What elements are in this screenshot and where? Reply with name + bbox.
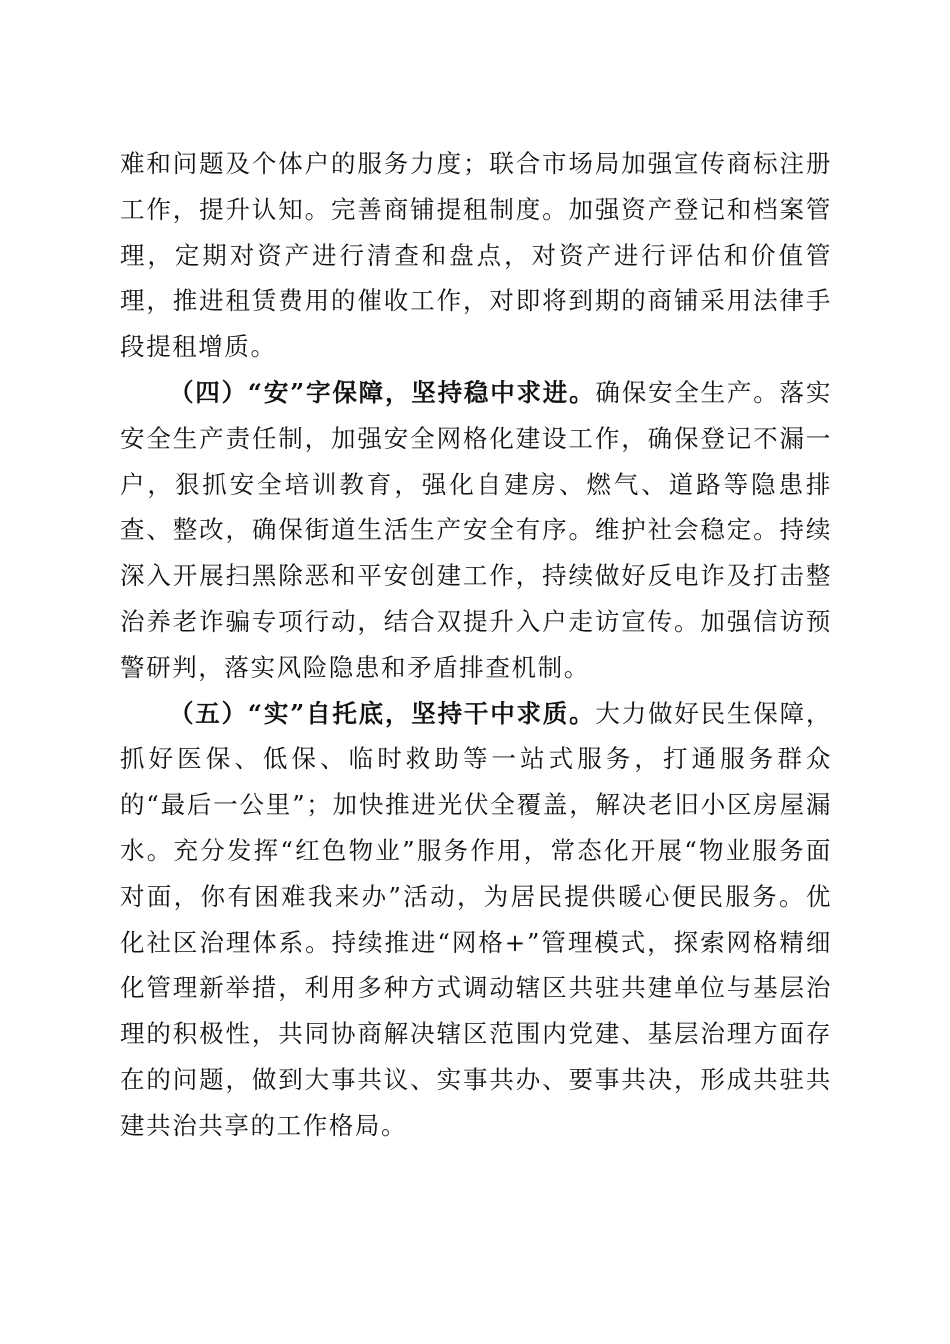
paragraph-text: 难和问题及个体户的服务力度；联合市场局加强宣传商标注册工作，提升认知。完善商铺提租制度。加强资产登记和档案管理，定期对资产进行清查和盘点，对资产进行评估和价值管理，推进租赁费用的催收工作，对即将到期的商铺采用法律手段提租增质。 [120,149,832,362]
section-heading-4: （四）“安”字保障，坚持稳中求进。 [169,377,596,407]
document-body [120,141,832,1149]
paragraph-text: 大力做好民生保障，抓好医保、低保、临时救助等一站式服务，打通服务群众的“最后一公里”；加快推进光伏全覆盖，解决老旧小区房屋漏水。充分发挥“红色物业”服务作用，常态化开展“物业服务面对面，你有困难我来办”活动，为居民提供暖心便民服务。优化社区治理体系。持续推进“网格+”管理模式，探索网格精细化管理新举措，利用多种方式调动辖区共驻共建单位与基层治理的积极性，共同协商解决辖区范围内党建、基层治理方面存在的问题，做到大事共议、实事共办、要事共决，形成共驻共建共治共享的工作格局。 [120,698,832,1140]
paragraph-continuation [120,141,832,370]
paragraph-section-4 [120,370,832,691]
section-heading-5: （五）“实”自托底，坚持干中求质。 [169,698,596,728]
paragraph-text: 确保安全生产。落实安全生产责任制，加强安全网格化建设工作，确保登记不漏一户，狠抓安全培训教育，强化自建房、燃气、道路等隐患排查、整改，确保街道生活生产安全有序。维护社会稳定。持续深入开展扫黑除恶和平安创建工作，持续做好反电诈及打击整治养老诈骗专项行动，结合双提升入户走访宣传。加强信访预警研判，落实风险隐患和矛盾排查机制。 [120,377,832,682]
paragraph-section-5 [120,691,832,1149]
